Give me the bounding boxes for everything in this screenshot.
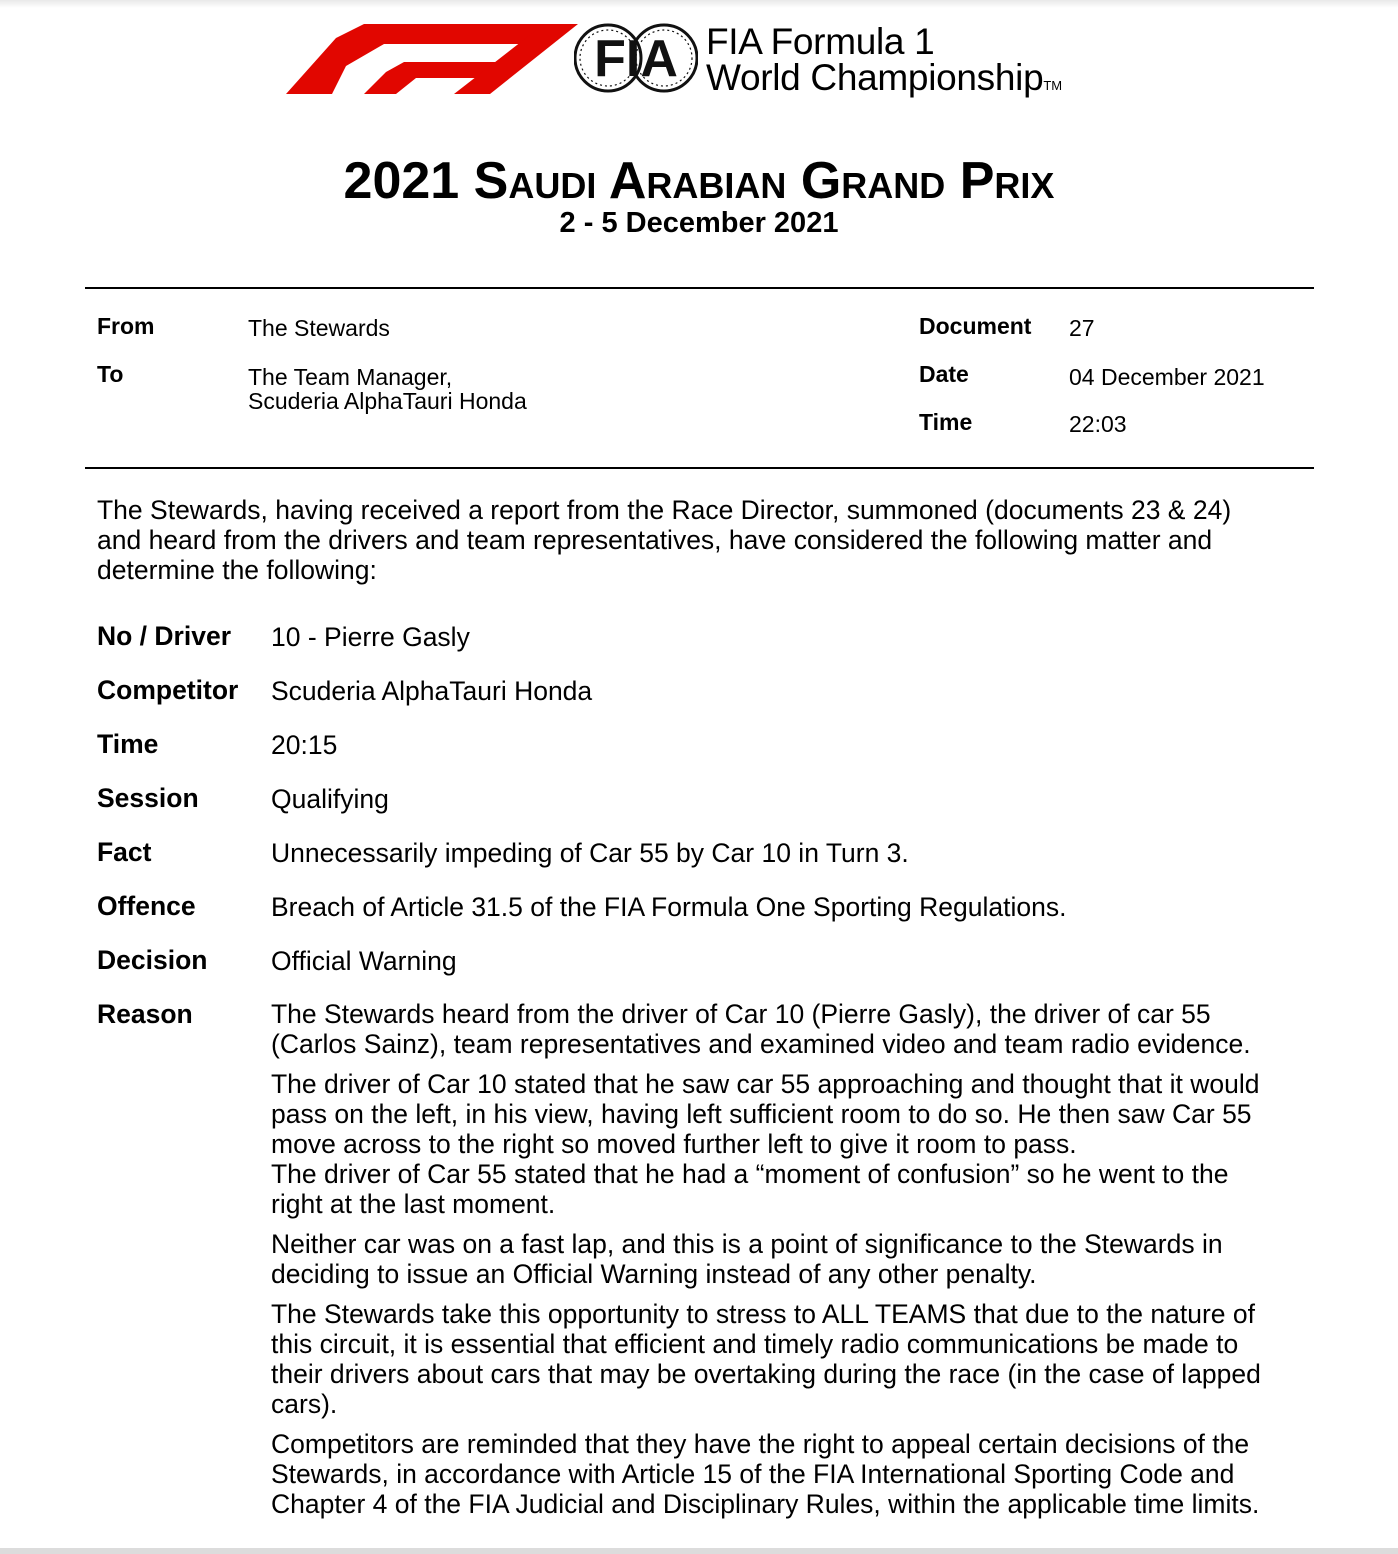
reason-line: The driver of Car 55 stated that he had a “moment of confusion” so he went to the: [271, 1159, 1229, 1189]
reason-line: Competitors are reminded that they have the right to appeal certain decisions of the: [271, 1429, 1250, 1459]
date-value: 04 December 2021: [1069, 364, 1265, 390]
detail-label-competitor: Competitor: [97, 675, 239, 705]
detail-value-fact: Unnecessarily impeding of Car 55 by Car 10 in Turn 3.: [271, 838, 909, 868]
reason-line: Neither car was on a fast lap, and this is a point of significance to the Stewards in: [271, 1229, 1223, 1259]
title-event-name: Saudi Arabian Grand Prix: [473, 152, 1055, 210]
reason-line: their drivers about cars that may be overtaking during the race (in the case of lapped: [271, 1359, 1261, 1389]
to-value-line2: Scuderia AlphaTauri Honda: [248, 388, 527, 414]
page-bottom-edge: [0, 1548, 1398, 1554]
detail-value-session: Qualifying: [271, 784, 389, 814]
reason-line: deciding to issue an Official Warning instead of any other penalty.: [271, 1259, 1037, 1289]
reason-line: (Carlos Sainz), team representatives and examined video and team radio evidence.: [271, 1029, 1251, 1059]
detail-value-driver: 10 - Pierre Gasly: [271, 622, 470, 652]
page-title: [0, 152, 1398, 210]
championship-line1: FIA Formula 1: [706, 21, 935, 62]
to-label: To: [97, 361, 124, 387]
detail-label-decision: Decision: [97, 945, 208, 975]
svg-text:FIA: FIA: [594, 30, 678, 88]
reason-paragraph: [271, 1429, 1351, 1519]
detail-value-decision: Official Warning: [271, 946, 457, 976]
detail-value-time: 20:15: [271, 730, 338, 760]
from-value: The Stewards: [248, 315, 390, 341]
title-year: 2021: [343, 152, 460, 210]
from-label: From: [97, 313, 155, 339]
time-label: Time: [919, 409, 973, 435]
intro-line: and heard from the drivers and team representatives, have considered the following matter and: [97, 525, 1213, 555]
championship-name: [706, 21, 1063, 104]
reason-line: The Stewards take this opportunity to stress to ALL TEAMS that due to the nature of: [271, 1299, 1255, 1329]
championship-line2: World Championship: [706, 57, 1044, 98]
detail-label-fact: Fact: [97, 837, 152, 867]
trademark: TM: [1043, 78, 1063, 93]
intro-line: determine the following:: [97, 555, 377, 585]
reason-line: Stewards, in accordance with Article 15 of the FIA International Sporting Code and: [271, 1459, 1235, 1489]
detail-label-time: Time: [97, 729, 159, 759]
intro-paragraph: [97, 495, 1297, 585]
detail-label-offence: Offence: [97, 891, 196, 921]
reason-paragraph: [271, 999, 1351, 1059]
detail-label-driver: No / Driver: [97, 621, 232, 651]
date-label: Date: [919, 361, 969, 387]
reason-line: The driver of Car 10 stated that he saw car 55 approaching and thought that it would: [271, 1069, 1260, 1099]
reason-text: [271, 999, 1351, 1529]
intro-line: The Stewards, having received a report from the Race Director, summoned (documents 23 & 24): [97, 495, 1232, 525]
time-value: 22:03: [1069, 411, 1127, 437]
reason-line: this circuit, it is essential that efficient and timely radio communications be made to: [271, 1329, 1239, 1359]
reason-paragraph: [271, 1229, 1351, 1289]
page-top-edge: [0, 0, 1398, 8]
reason-line: The Stewards heard from the driver of Car 10 (Pierre Gasly), the driver of car 55: [271, 999, 1211, 1029]
championship-line2-wrap: [706, 57, 1063, 104]
reason-line: Chapter 4 of the FIA Judicial and Disciplinary Rules, within the applicable time limits.: [271, 1489, 1260, 1519]
reason-paragraph: [271, 1299, 1351, 1419]
fia-seal-icon: [574, 14, 698, 102]
reason-line: cars).: [271, 1389, 338, 1419]
detail-label-reason: Reason: [97, 999, 193, 1029]
detail-value-offence: Breach of Article 31.5 of the FIA Formula One Sporting Regulations.: [271, 892, 1067, 922]
header-rule-top: [85, 287, 1314, 289]
header-rule-bottom: [85, 467, 1314, 469]
detail-label-session: Session: [97, 783, 199, 813]
document-label: Document: [919, 313, 1032, 339]
reason-line: right at the last moment.: [271, 1189, 556, 1219]
event-dates: 2 - 5 December 2021: [559, 207, 839, 239]
reason-line: pass on the left, in his view, having left sufficient room to do so. He then saw Car 55: [271, 1099, 1252, 1129]
reason-line: move across to the right so moved further left to give it room to pass.: [271, 1129, 1077, 1159]
f1-logo-icon: [284, 20, 580, 96]
reason-paragraph: [271, 1069, 1351, 1219]
to-value-line1: The Team Manager,: [248, 364, 453, 390]
document-value: 27: [1069, 315, 1095, 341]
detail-value-competitor: Scuderia AlphaTauri Honda: [271, 676, 593, 706]
